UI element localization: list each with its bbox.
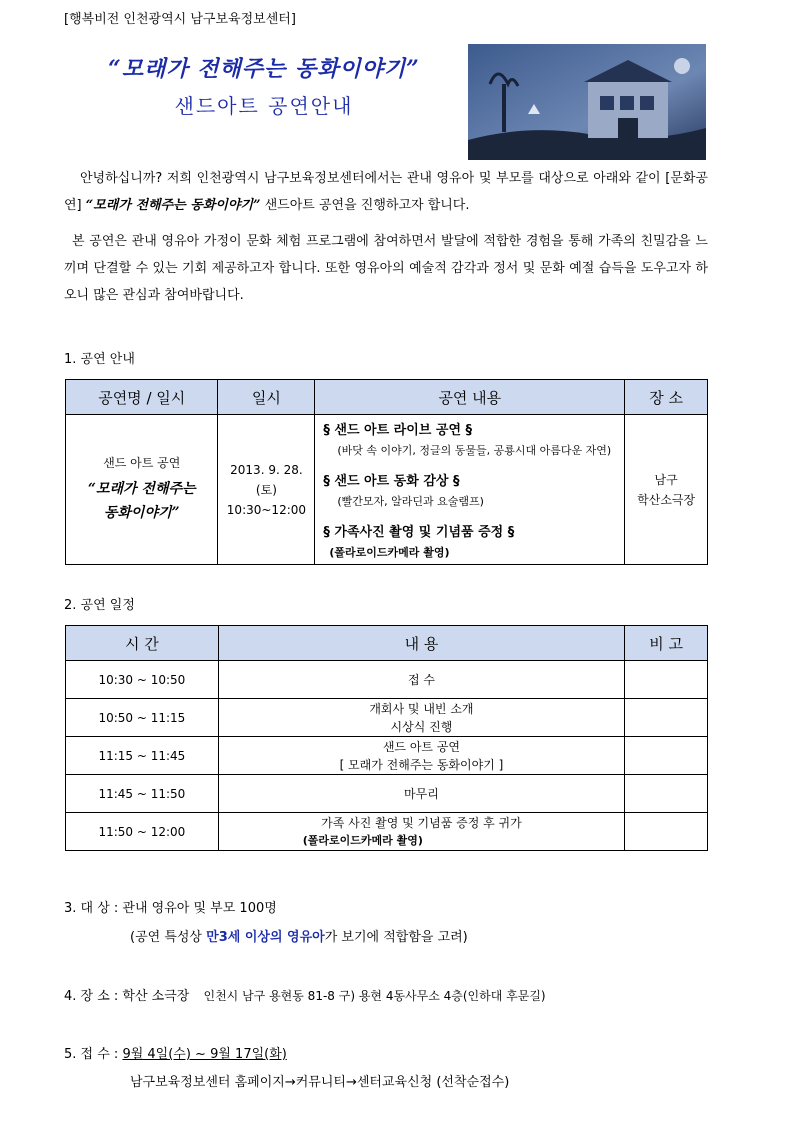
page-subtitle: 샌드아트 공연안내 xyxy=(174,94,354,118)
note-highlight: 만3세 이상의 영유아 xyxy=(206,930,325,945)
performance-info-table xyxy=(65,379,708,565)
section5-heading: 5. 접 수 : xyxy=(64,1047,123,1062)
intro-paragraph-1 xyxy=(64,165,708,219)
schedule-time: 10:50 ~ 11:15 xyxy=(66,699,219,737)
schedule-time: 10:30 ~ 10:50 xyxy=(66,661,219,699)
schedule-content xyxy=(218,775,624,813)
col-header-time: 시 간 xyxy=(66,626,219,661)
schedule-content-line: 시상식 진행 xyxy=(390,719,453,734)
table-row xyxy=(66,813,708,851)
table-row xyxy=(66,737,708,775)
section5 xyxy=(64,1043,287,1062)
schedule-note xyxy=(625,661,708,699)
intro-text-end: 샌드아트 공연을 진행하고자 합니다. xyxy=(260,198,470,213)
content-item-desc: (바닷 속 이야기, 정글의 동물들, 공룡시대 아름다운 자연) xyxy=(337,444,612,457)
performance-title-line2: 동화이야기” xyxy=(103,505,180,521)
col-header-note: 비 고 xyxy=(625,626,708,661)
schedule-time: 11:45 ~ 11:50 xyxy=(66,775,219,813)
intro-text: 안녕하십니까? 저희 인천광역시 남구보육정보센터에서는 관내 영유아 및 부모를 대상으로 아래와 같이 [문화공연] xyxy=(64,171,708,213)
schedule-content-line: [ 모래가 전해주는 동화이야기 ] xyxy=(339,757,504,772)
schedule-note xyxy=(625,737,708,775)
section3-heading: 3. 대 상 : 관내 영유아 및 부모 100명 xyxy=(64,901,277,916)
registration-dates: 9월 4일(수) ~ 9월 17일(화) xyxy=(122,1047,287,1062)
section1-heading: 1. 공연 안내 xyxy=(64,352,135,367)
performance-name: 샌드 아트 공연 xyxy=(103,456,181,470)
schedule-content-line: 개회사 및 내빈 소개 xyxy=(369,701,474,716)
col-header-place: 장 소 xyxy=(625,380,708,415)
section3-note xyxy=(130,926,468,945)
schedule-content xyxy=(218,661,624,699)
schedule-content-line: 접 수 xyxy=(407,673,435,687)
page-title: “모래가 전해주는 동화이야기” xyxy=(108,56,420,82)
content-item-title: § 가족사진 촬영 및 기념품 증정 § xyxy=(323,525,515,540)
section4-heading: 4. 장 소 : 학산 소극장 xyxy=(64,989,190,1004)
col-header-name: 공연명 / 일시 xyxy=(66,380,218,415)
schedule-table xyxy=(65,625,708,851)
content-item-desc: (빨간모자, 알라딘과 요술램프) xyxy=(337,495,484,508)
section4 xyxy=(64,985,546,1004)
table-row xyxy=(66,775,708,813)
content-item-desc: (폴라로이드카메라 촬영) xyxy=(329,546,450,559)
schedule-content-line: 가족 사진 촬영 및 기념품 증정 후 귀가 xyxy=(321,815,522,830)
col-header-content: 공연 내용 xyxy=(315,380,625,415)
schedule-content xyxy=(218,699,624,737)
schedule-content-line: (폴라로이드카메라 촬영) xyxy=(302,833,423,847)
performance-name-cell xyxy=(66,415,218,565)
note-text-end: 가 보기에 적합함을 고려) xyxy=(324,930,468,945)
schedule-time: 11:15 ~ 11:45 xyxy=(66,737,219,775)
table-row xyxy=(66,699,708,737)
schedule-note xyxy=(625,699,708,737)
performance-day: (토) xyxy=(255,482,277,497)
schedule-note xyxy=(625,813,708,851)
performance-date: 2013. 9. 28. xyxy=(230,462,303,477)
performance-place-cell xyxy=(625,415,708,565)
place-district: 남구 xyxy=(654,472,678,487)
sand-art-photo xyxy=(468,44,706,160)
schedule-content xyxy=(218,813,624,851)
table-row xyxy=(66,661,708,699)
content-item-title: § 샌드 아트 동화 감상 § xyxy=(323,474,460,489)
col-header-content: 내 용 xyxy=(218,626,624,661)
schedule-content-line: 샌드 아트 공연 xyxy=(382,739,461,754)
performance-content-cell xyxy=(315,415,625,565)
performance-time: 10:30~12:00 xyxy=(226,502,307,517)
schedule-note xyxy=(625,775,708,813)
registration-route: 남구보육정보센터 홈페이지→커뮤니티→센터교육신청 (선착순접수) xyxy=(130,1075,510,1090)
performance-date-cell xyxy=(218,415,315,565)
note-text: (공연 특성상 xyxy=(130,930,207,945)
place-venue: 학산소극장 xyxy=(637,492,696,507)
content-item-title: § 샌드 아트 라이브 공연 § xyxy=(323,423,473,438)
intro-title-ref: “모래가 전해주는 동화이야기” xyxy=(85,198,261,213)
schedule-time: 11:50 ~ 12:00 xyxy=(66,813,219,851)
venue-address: 인천시 남구 용현동 81-8 구) 용현 4동사무소 4층(인하대 후문길) xyxy=(203,989,546,1003)
schedule-content-line: 마무리 xyxy=(404,787,439,801)
col-header-date: 일시 xyxy=(218,380,315,415)
schedule-content xyxy=(218,737,624,775)
performance-title-line1: “모래가 전해주는 xyxy=(87,481,196,497)
section2-heading: 2. 공연 일정 xyxy=(64,598,135,613)
intro-paragraph-2: 본 공연은 관내 영유아 가정이 문화 체험 프로그램에 참여하면서 발달에 적합한 경험을 통해 가족의 친밀감을 느끼며 단결할 수 있는 기회 제공하고자 합니다. 또한 영유아의 예술적 감각과 정서 및 문화 예절 습득을 도우고자 하오니 많은 관심과 참여바랍니다. xyxy=(64,234,708,303)
header-tag: [행복비전 인천광역시 남구보육정보센터] xyxy=(64,12,296,27)
